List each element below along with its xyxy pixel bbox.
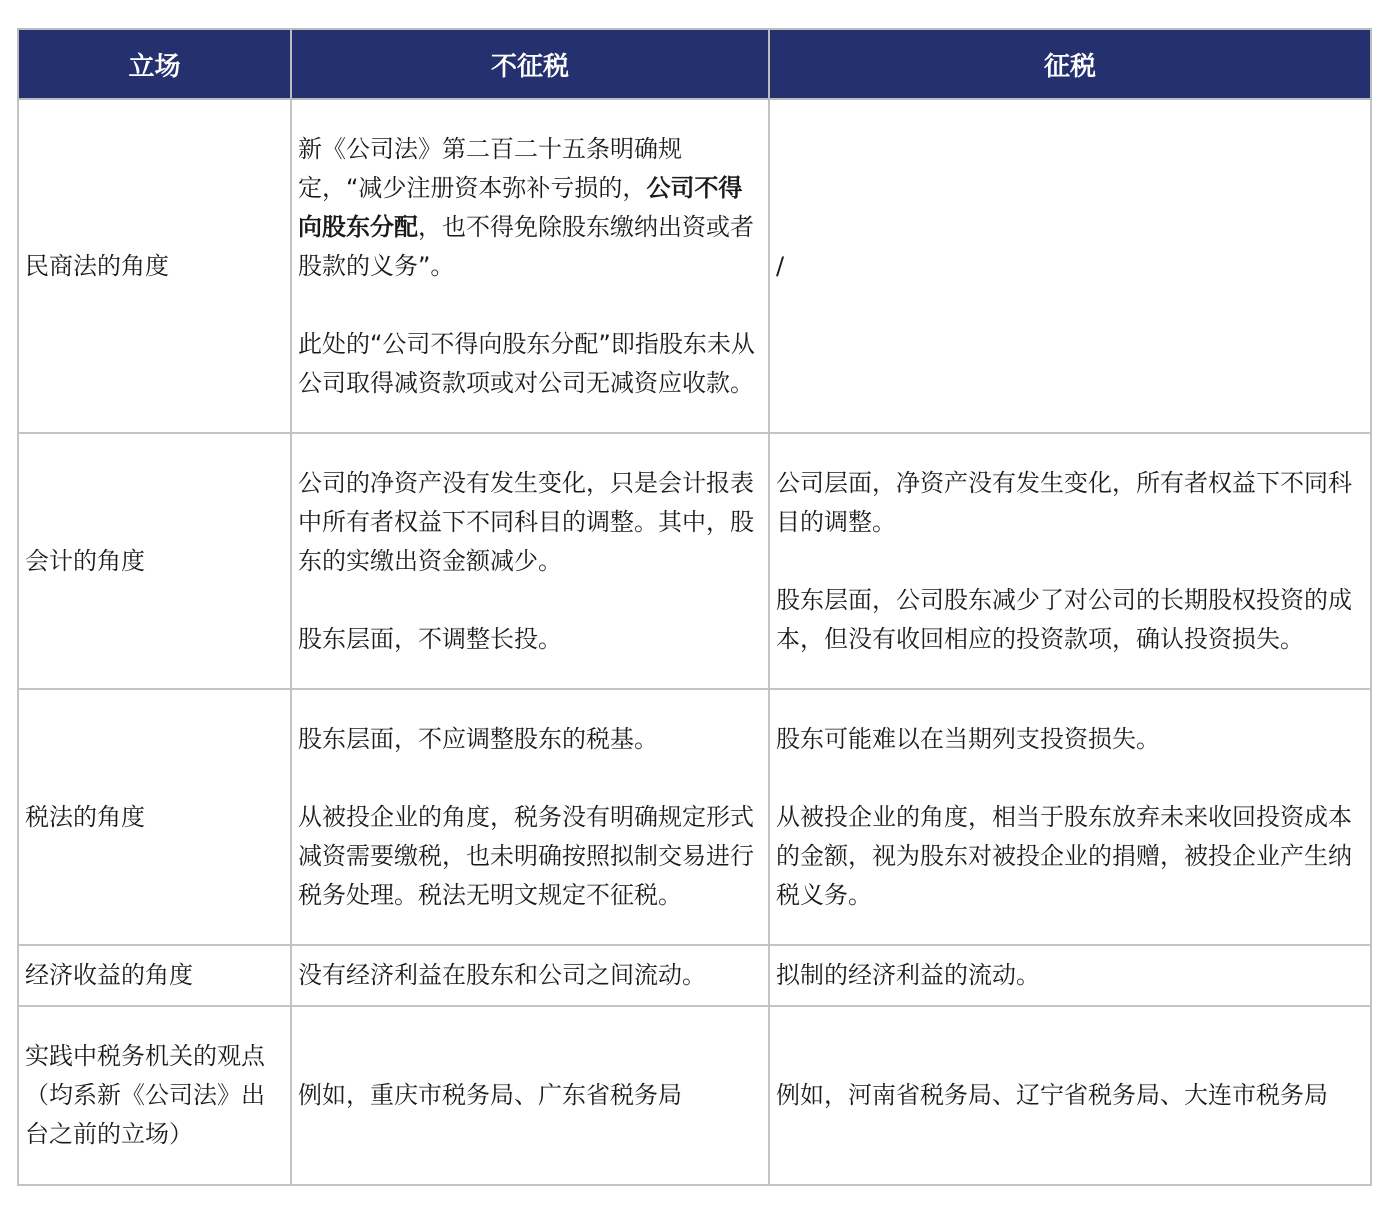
no-tax-cell: 没有经济利益在股东和公司之间流动。 (291, 945, 769, 1006)
tax-paragraph: 股东层面，公司股东减少了对公司的长期股权投资的成本，但没有收回相应的投资款项，确认投资损失。 (776, 585, 1352, 653)
tax-paragraph: 股东可能难以在当期列支投资损失。 (776, 724, 1160, 753)
header-no-tax: 不征税 (291, 29, 769, 99)
tax-cell: / (769, 99, 1371, 433)
tax-cell (769, 433, 1371, 689)
table-row (18, 1006, 1371, 1185)
no-tax-paragraph (298, 130, 762, 286)
stance-cell: 会计的角度 (18, 433, 291, 689)
comparison-table (17, 28, 1372, 1186)
no-tax-paragraph: 股东层面，不应调整股东的税基。 (298, 724, 658, 753)
header-tax: 征税 (769, 29, 1371, 99)
tax-paragraph: 公司层面，净资产没有发生变化，所有者权益下不同科目的调整。 (776, 468, 1352, 536)
no-tax-paragraph: 公司的净资产没有发生变化，只是会计报表中所有者权益下不同科目的调整。其中，股东的实缴出资金额减少。 (298, 468, 754, 575)
header-row (18, 29, 1371, 99)
stance-cell: 民商法的角度 (18, 99, 291, 433)
table-row (18, 689, 1371, 945)
table-header (18, 29, 1371, 99)
table-body (18, 99, 1371, 1185)
stance-cell: 税法的角度 (18, 689, 291, 945)
no-tax-cell (291, 689, 769, 945)
no-tax-cell (291, 99, 769, 433)
header-stance: 立场 (18, 29, 291, 99)
tax-cell: 拟制的经济利益的流动。 (769, 945, 1371, 1006)
tax-cell: 例如，河南省税务局、辽宁省税务局、大连市税务局 (769, 1006, 1371, 1185)
stance-cell: 经济收益的角度 (18, 945, 291, 1006)
bold-text-run: 公司不得向股东分配 (298, 173, 743, 241)
table-row (18, 433, 1371, 689)
no-tax-cell (291, 433, 769, 689)
tax-cell (769, 689, 1371, 945)
no-tax-paragraph: 股东层面，不调整长投。 (298, 624, 562, 653)
no-tax-paragraph: 此处的“公司不得向股东分配”即指股东未从公司取得减资款项或对公司无减资应收款。 (298, 329, 755, 397)
table-row (18, 99, 1371, 433)
no-tax-cell: 例如，重庆市税务局、广东省税务局 (291, 1006, 769, 1185)
tax-paragraph: 从被投企业的角度，相当于股东放弃未来收回投资成本的金额，视为股东对被投企业的捐赠，被投企业产生纳税义务。 (776, 802, 1352, 909)
no-tax-paragraph: 从被投企业的角度，税务没有明确规定形式减资需要缴税，也未明确按照拟制交易进行税务处理。税法无明文规定不征税。 (298, 802, 754, 909)
table-row (18, 945, 1371, 1006)
text-run: ，也不得免除股东缴纳出资或者股款的义务”。 (298, 212, 754, 280)
stance-cell: 实践中税务机关的观点（均系新《公司法》出台之前的立场） (18, 1006, 291, 1185)
text-run: 新《公司法》第二百二十五条明确规定，“减少注册资本弥补亏损的， (298, 134, 682, 202)
